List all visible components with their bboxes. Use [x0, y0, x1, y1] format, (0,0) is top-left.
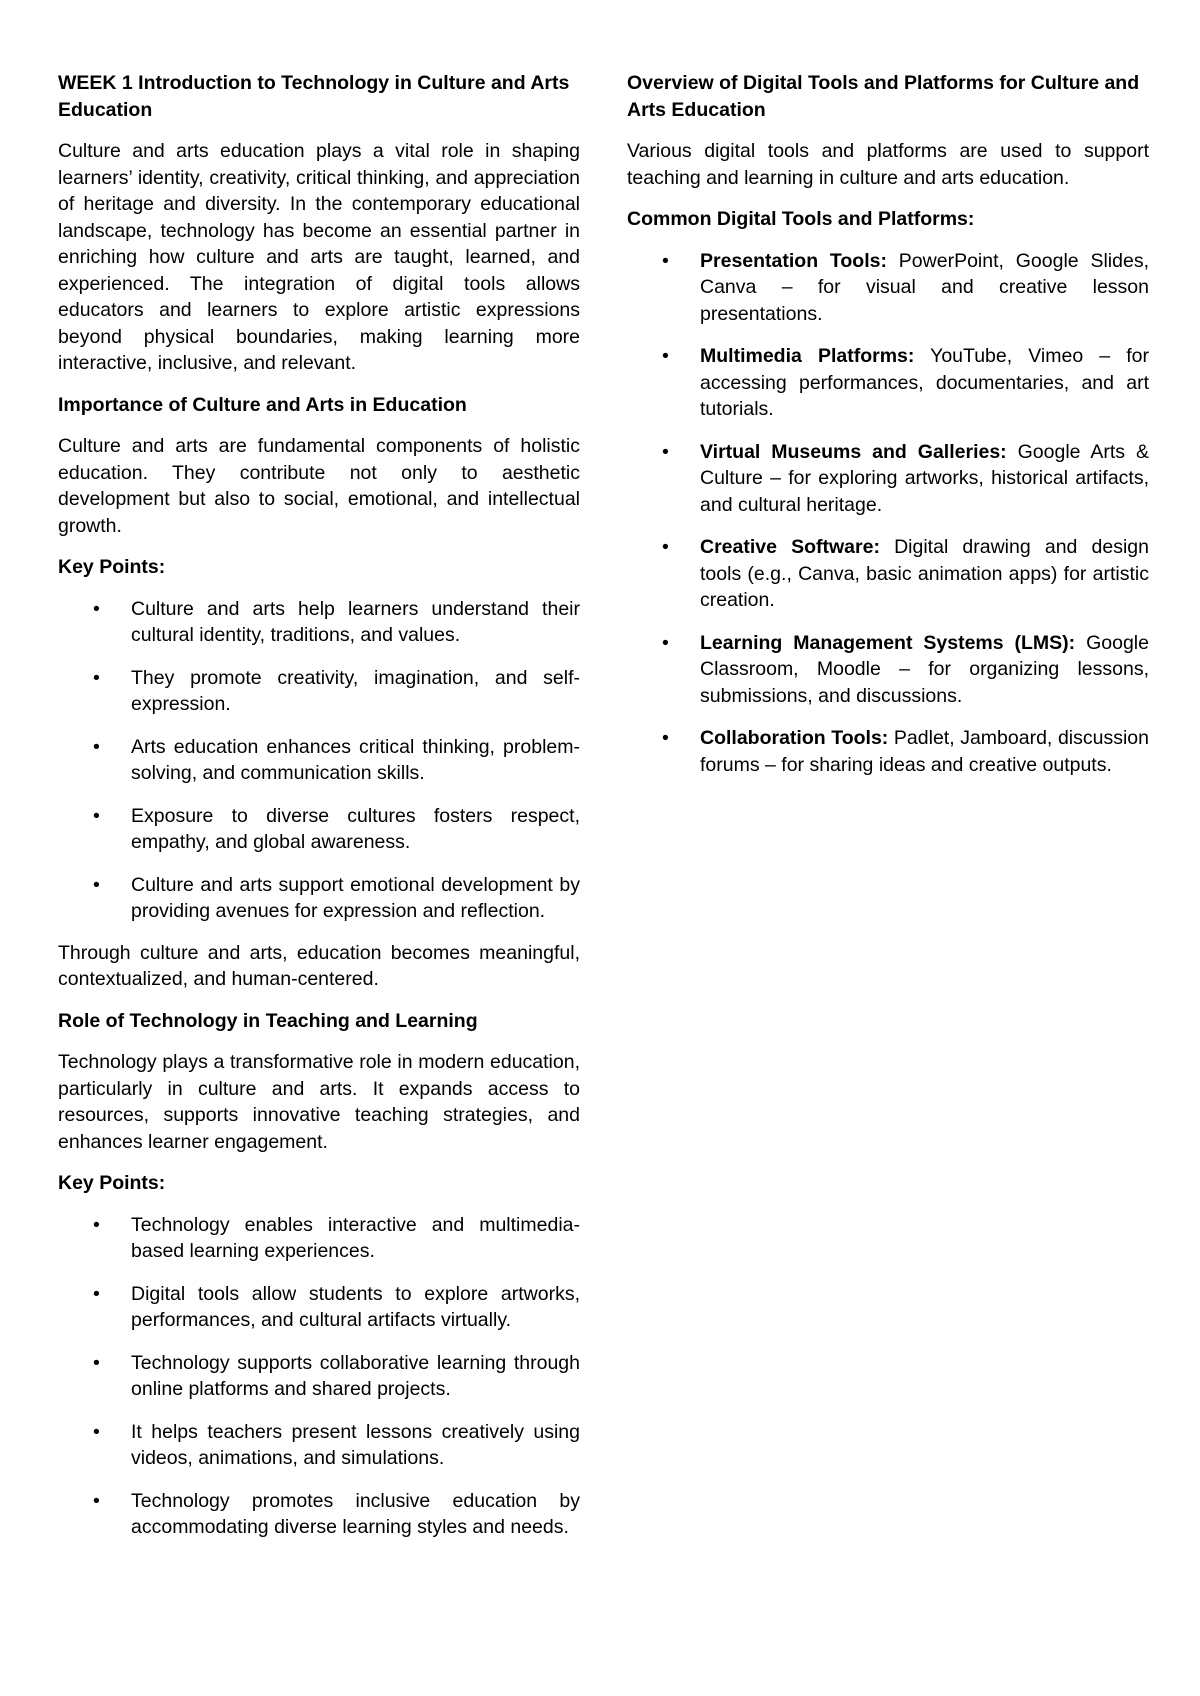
- list-item: [58, 1350, 580, 1403]
- list-item: [58, 803, 580, 856]
- tool-description: PowerPoint, Google Slides, Canva – for visual and creative lesson presentations.: [700, 249, 1149, 325]
- list-item: [58, 1419, 580, 1472]
- technology-role-heading: Role of Technology in Teaching and Learning: [58, 1009, 478, 1032]
- tool-item: [627, 248, 1149, 328]
- tool-term: Virtual Museums and Galleries:: [700, 440, 1007, 463]
- bullet-icon: •: [93, 804, 100, 827]
- list-item-text: It helps teachers present lessons creatively using videos, animations, and simulations.: [131, 1420, 580, 1469]
- importance-key-points-label: Key Points:: [58, 556, 166, 578]
- bullet-icon: •: [662, 440, 669, 463]
- tool-term: Collaboration Tools:: [700, 727, 889, 749]
- bullet-icon: •: [93, 873, 100, 896]
- list-item-text: Technology promotes inclusive education by accommodating diverse learning styles and needs.: [131, 1489, 580, 1538]
- tool-description: Google Arts & Culture – for exploring artworks, historical artifacts, and cultural heritage.: [700, 440, 1149, 516]
- tool-term: Creative Software:: [700, 536, 880, 558]
- importance-closing-paragraph: Through culture and arts, education becomes meaningful, contextualized, and human-centered.: [58, 941, 580, 990]
- left-column: [58, 70, 580, 1556]
- list-item-text: Culture and arts help learners understand their cultural identity, traditions, and values.: [131, 597, 580, 646]
- tool-item: [627, 630, 1149, 710]
- tool-description: YouTube, Vimeo – for accessing performances, documentaries, and art tutorials.: [700, 345, 1149, 420]
- bullet-icon: •: [93, 1213, 100, 1236]
- list-item-text: Exposure to diverse cultures fosters respect, empathy, and global awareness.: [131, 804, 580, 853]
- tool-item: [627, 343, 1149, 423]
- tool-term: Learning Management Systems (LMS):: [700, 631, 1076, 654]
- technology-key-points-label: Key Points:: [58, 1172, 166, 1194]
- tool-item: [627, 725, 1149, 778]
- list-item-text: Technology enables interactive and multimedia-based learning experiences.: [131, 1213, 580, 1262]
- importance-paragraph: Culture and arts are fundamental components of holistic education. They contribute not only to aesthetic development but also to social, emotional, and intellectual growth.: [58, 435, 580, 537]
- right-column: [627, 70, 1149, 793]
- list-item-text: Culture and arts support emotional development by providing avenues for expression and reflection.: [131, 873, 580, 922]
- bullet-icon: •: [662, 727, 669, 749]
- importance-heading: Importance of Culture and Arts in Education: [58, 393, 467, 416]
- tool-description: Digital drawing and design tools (e.g., Canva, basic animation apps) for artistic creation.: [700, 536, 1149, 611]
- list-item: [58, 1488, 580, 1541]
- list-item: [58, 1212, 580, 1265]
- list-item-text: Technology supports collaborative learning through online platforms and shared projects.: [131, 1351, 580, 1400]
- bullet-icon: •: [93, 1420, 100, 1443]
- list-item-text: They promote creativity, imagination, and self-expression.: [131, 666, 580, 715]
- list-item: [58, 872, 580, 925]
- tool-description: Google Classroom, Moodle – for organizing lessons, submissions, and discussions.: [700, 631, 1149, 707]
- bullet-icon: •: [93, 597, 100, 620]
- bullet-icon: •: [662, 536, 669, 558]
- common-tools-label: Common Digital Tools and Platforms:: [627, 208, 975, 230]
- bullet-icon: •: [93, 666, 100, 689]
- list-item-text: Arts education enhances critical thinking, problem-solving, and communication skills.: [131, 735, 580, 784]
- bullet-icon: •: [93, 1489, 100, 1512]
- tools-list: [627, 248, 1149, 779]
- list-item: [58, 665, 580, 718]
- tool-item: [627, 439, 1149, 519]
- bullet-icon: •: [93, 735, 100, 758]
- tool-term: Presentation Tools:: [700, 249, 887, 272]
- list-item: [58, 734, 580, 787]
- bullet-icon: •: [662, 345, 669, 367]
- technology-key-points-list: [58, 1212, 580, 1541]
- page-title: WEEK 1 Introduction to Technology in Culture and Arts Education: [58, 72, 570, 121]
- importance-key-points-list: [58, 596, 580, 925]
- bullet-icon: •: [662, 249, 669, 272]
- list-item-text: Digital tools allow students to explore artworks, performances, and cultural artifacts virtually.: [131, 1282, 580, 1331]
- technology-role-paragraph: Technology plays a transformative role in modern education, particularly in culture and arts. It expands access to resources, supports innovative teaching strategies, and enhances learner engagement.: [58, 1051, 580, 1153]
- tool-term: Multimedia Platforms:: [700, 345, 915, 367]
- tool-description: Padlet, Jamboard, discussion forums – for sharing ideas and creative outputs.: [700, 727, 1149, 776]
- intro-paragraph: Culture and arts education plays a vital role in shaping learners’ identity, creativity, critical thinking, and appreciation of heritage and diversity. In the contemporary educational landscape, technology has become an essential partner in enriching how culture and arts are taught, learned, and experienced. The integration of digital tools allows educators and learners to explore artistic expressions beyond physical boundaries, making learning more interactive, inclusive, and relevant.: [58, 140, 580, 374]
- bullet-icon: •: [662, 631, 669, 654]
- bullet-icon: •: [93, 1351, 100, 1374]
- digital-tools-paragraph: Various digital tools and platforms are used to support teaching and learning in culture and arts education.: [627, 140, 1149, 189]
- tool-item: [627, 534, 1149, 614]
- list-item: [58, 1281, 580, 1334]
- list-item: [58, 596, 580, 649]
- bullet-icon: •: [93, 1282, 100, 1305]
- digital-tools-heading: Overview of Digital Tools and Platforms for Culture and Arts Education: [627, 72, 1140, 121]
